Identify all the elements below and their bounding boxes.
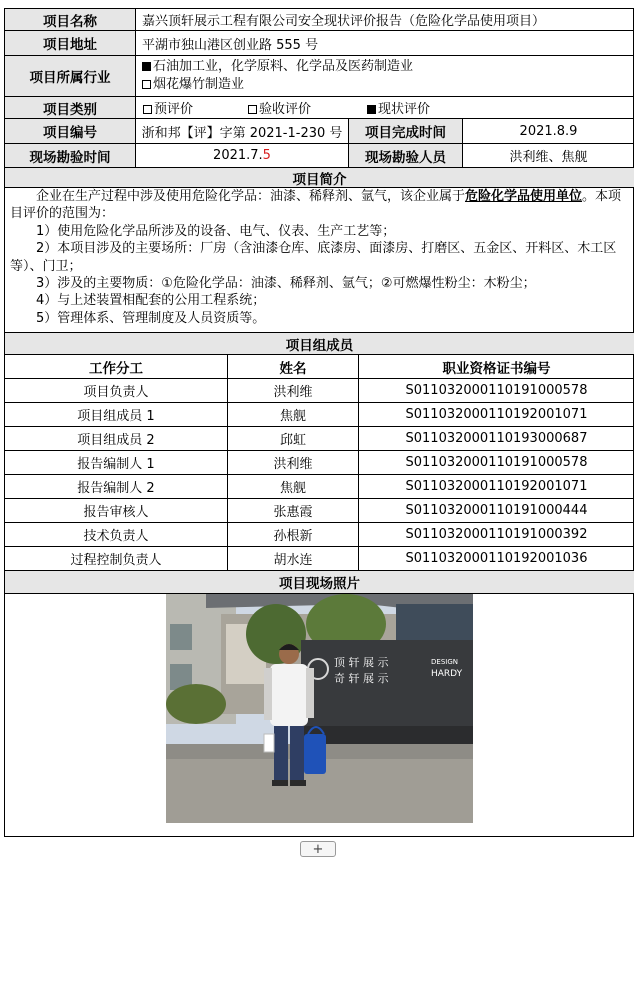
type-option-pre: 预评价 — [143, 98, 193, 117]
member-cert-number: S011032000110192001071 — [359, 403, 634, 427]
report-table — [4, 8, 634, 837]
members-header-cert: 职业资格证书编号 — [359, 355, 634, 379]
members-title: 项目组成员 — [5, 333, 634, 355]
member-name: 洪利维 — [228, 379, 359, 403]
address-label: 项目地址 — [5, 31, 136, 56]
completion-value: 2021.8.9 — [463, 119, 634, 144]
intro-item-4: 4）与上述装置相配套的公用工程系统； — [36, 293, 266, 309]
member-name: 洪利维 — [228, 451, 359, 475]
member-role: 技术负责人 — [5, 523, 228, 547]
member-cert-number: S011032000110192001036 — [359, 547, 634, 571]
type-value — [136, 97, 634, 119]
type-option-current: 现状评价 — [367, 98, 430, 117]
member-cert-number: S011032000110191000578 — [359, 451, 634, 475]
industry-value — [136, 56, 634, 97]
member-role: 项目组成员 2 — [5, 427, 228, 451]
member-role: 报告编制人 2 — [5, 475, 228, 499]
checkbox-empty-icon — [143, 105, 152, 114]
member-name: 邱虹 — [228, 427, 359, 451]
member-name: 张惠霞 — [228, 499, 359, 523]
member-role: 过程控制负责人 — [5, 547, 228, 571]
photo-title: 项目现场照片 — [5, 571, 634, 594]
checkbox-empty-icon — [142, 80, 151, 89]
member-role: 项目组成员 1 — [5, 403, 228, 427]
project-number-value: 浙和邦【评】字第 2021-1-230 号 — [136, 119, 349, 144]
intro-item-1: 1）使用危险化学品所涉及的设备、电气、仪表、生产工艺等； — [36, 223, 396, 239]
intro-item-5: 5）管理体系、管理制度及人员资质等。 — [36, 310, 266, 326]
member-cert-number: S011032000110191000578 — [359, 379, 634, 403]
survey-time-value: 2021.7. 5 — [136, 144, 349, 168]
member-name: 孙根新 — [228, 523, 359, 547]
member-name: 焦舰 — [228, 403, 359, 427]
site-photo — [166, 594, 473, 823]
member-role: 报告编制人 1 — [5, 451, 228, 475]
industry-option-petro: 石油加工业，化学原料、化学品及医药制造业 — [142, 58, 413, 76]
checkbox-checked-icon — [142, 62, 151, 71]
member-cert-number: S011032000110191000444 — [359, 499, 634, 523]
member-cert-number: S011032000110191000392 — [359, 523, 634, 547]
industry-label: 项目所属行业 — [5, 56, 136, 97]
member-name: 焦舰 — [228, 475, 359, 499]
sign-text-1: 顶 轩 展 示 — [334, 656, 389, 669]
surveyors-label: 现场勘验人员 — [349, 144, 463, 168]
type-label: 项目类别 — [5, 97, 136, 119]
type-option-acceptance: 验收评价 — [248, 98, 311, 117]
intro-title: 项目简介 — [5, 168, 634, 188]
members-header-name: 姓名 — [228, 355, 359, 379]
project-number-label: 项目编号 — [5, 119, 136, 144]
checkbox-empty-icon — [248, 105, 257, 114]
member-cert-number: S011032000110193000687 — [359, 427, 634, 451]
address-value: 平湖市独山港区创业路 555 号 — [136, 31, 634, 56]
completion-label: 项目完成时间 — [349, 119, 463, 144]
project-name-label: 项目名称 — [5, 9, 136, 31]
sign-text-2: 奇 轩 展 示 — [334, 672, 389, 685]
sign-text-4: HARDY — [431, 669, 463, 679]
surveyors-value: 洪利维、焦舰 — [463, 144, 634, 168]
member-name: 胡水连 — [228, 547, 359, 571]
survey-time-label: 现场勘验时间 — [5, 144, 136, 168]
intro-paragraph: 企业在生产过程中涉及使用危险化学品：油漆、稀释剂、氩气，该企业属于危险化学品使用单位。本项目评价的范围为： — [10, 189, 622, 222]
industry-option-fireworks: 烟花爆竹制造业 — [142, 76, 244, 94]
member-role: 报告审核人 — [5, 499, 228, 523]
checkbox-checked-icon — [367, 105, 376, 114]
project-name-value: 嘉兴顶轩展示工程有限公司安全现状评价报告（危险化学品使用项目） — [136, 9, 634, 31]
intro-item-2: 2）本项目涉及的主要场所：厂房（含油漆仓库、底漆房、面漆房、打磨区、五金区、开料区、木工区等）、门卫； — [10, 241, 617, 274]
member-role: 项目负责人 — [5, 379, 228, 403]
member-cert-number: S011032000110192001071 — [359, 475, 634, 499]
add-button[interactable]: + — [300, 841, 336, 857]
intro-body — [5, 188, 634, 333]
sign-text-3: DESIGN — [431, 658, 458, 666]
intro-item-3: 3）涉及的主要物质：①危险化学品：油漆、稀释剂、氩气；②可燃爆性粉尘：木粉尘； — [36, 276, 536, 292]
members-header-role: 工作分工 — [5, 355, 228, 379]
